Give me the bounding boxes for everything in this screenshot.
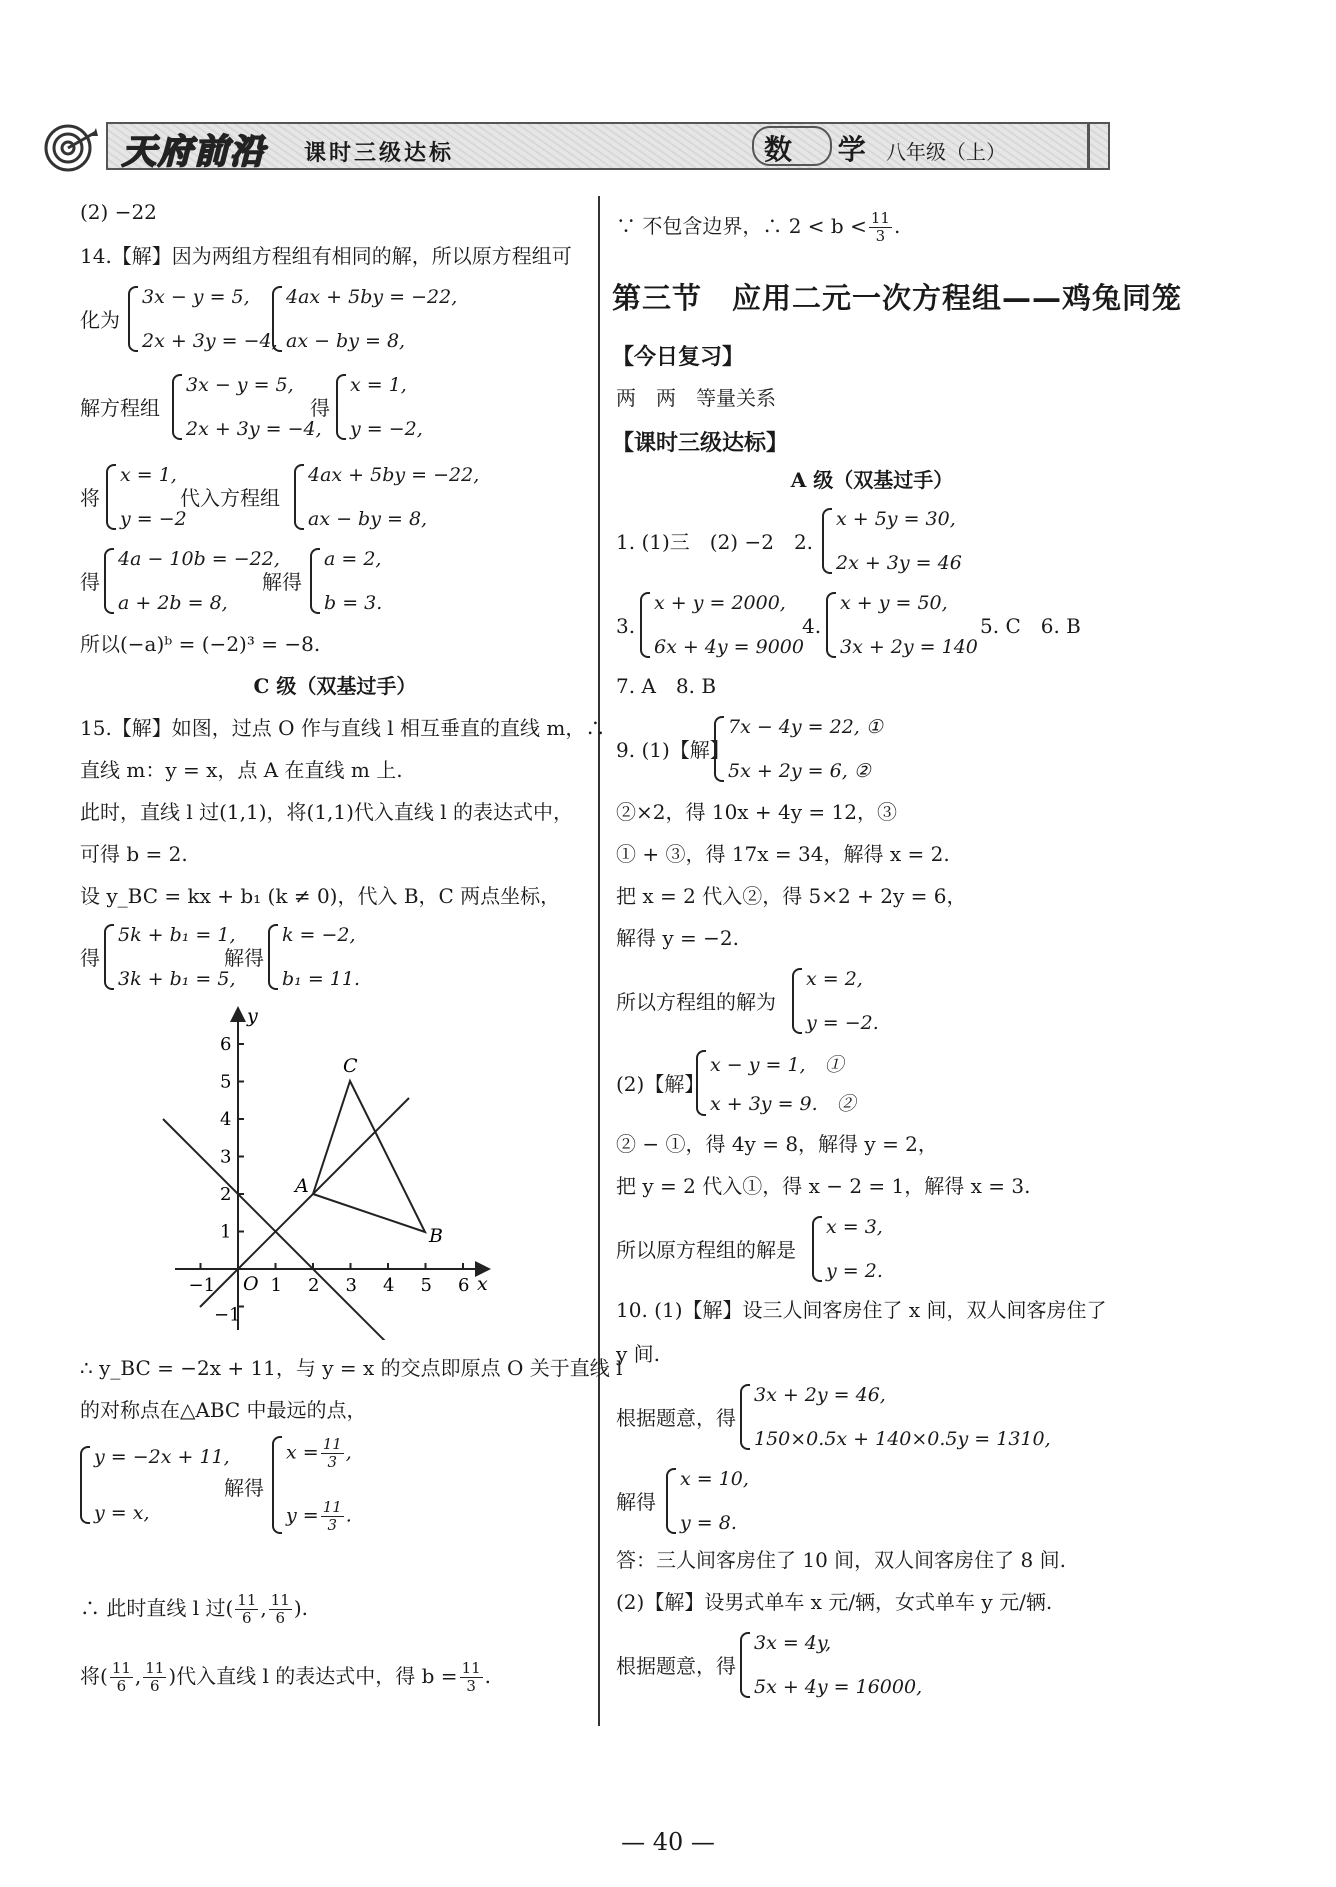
q14-line: 14.【解】因为两组方程组有相同的解，所以原方程组可 — [80, 244, 572, 268]
origin-label: O — [243, 1273, 259, 1295]
levels-heading: 【课时三级达标】 — [612, 430, 789, 456]
x-tick-label: −1 — [188, 1275, 216, 1296]
equation-system: 4ax + 5by = −22, ax − by = 8, — [294, 464, 479, 530]
equation-system: 4ax + 5by = −22, ax − by = 8, — [272, 286, 457, 352]
y-tick-label: −1 — [214, 1304, 241, 1326]
page-number: — 40 — — [621, 1828, 715, 1856]
column-divider — [598, 196, 600, 1726]
equation-system: x = 10, y = 8. — [666, 1468, 749, 1534]
y-axis-label: y — [247, 1005, 258, 1027]
x-tick-label: 2 — [308, 1275, 320, 1296]
equation-system: 3x = 4y, 5x + 4y = 16000, — [740, 1632, 922, 1698]
level-heading: C 级（双基过手） — [253, 674, 417, 698]
equation-system: 4a − 10b = −22, a + 2b = 8, — [104, 548, 280, 614]
point-label-b: B — [429, 1225, 443, 1247]
equation-system: 7x − 4y = 22, ① 5x + 2y = 6, ② — [714, 716, 883, 782]
target-icon — [42, 118, 98, 174]
x-tick-label: 5 — [420, 1275, 432, 1296]
triangle-abc — [313, 1081, 425, 1232]
equation-system: k = −2, b₁ = 11. — [268, 924, 360, 990]
y-tick-label: 6 — [220, 1034, 232, 1055]
equation-system: x = 1, y = −2, — [336, 374, 423, 440]
equation-system: x − y = 1, ① x + 3y = 9. ② — [696, 1050, 856, 1116]
subject-label: 数 学 — [764, 133, 884, 166]
x-tick-label: 1 — [270, 1275, 282, 1296]
coordinate-graph — [155, 1000, 505, 1340]
text-line: 将( $\frac{11}{6}$ , $\frac{11}{6}$ )代入直线 l 的表达式中，得 b = $\frac{11}{3}$ . — [80, 1659, 492, 1695]
grade-label: 八年级（上） — [886, 140, 1006, 164]
equation-system: x = $\frac{11}{3}$ , y = $\frac{11}{3}$ . — [272, 1436, 352, 1534]
text-line: ∵ 不包含边界，∴ 2 < b < $\frac{11}{3}$ . — [616, 209, 901, 245]
equation-system: x = 1, y = −2 — [106, 464, 187, 530]
brand-subtitle: 课时三级达标 — [304, 140, 455, 166]
equation-system: x = 3, y = 2. — [812, 1216, 883, 1282]
equation-system: 5k + b₁ = 1, 3k + b₁ = 5, — [104, 924, 236, 990]
brand-title: 天府前沿 — [122, 132, 266, 172]
x-tick-label: 3 — [345, 1275, 357, 1296]
equation-system: x + 5y = 30, 2x + 3y = 46 — [822, 508, 962, 574]
equation-system: y = −2x + 11, y = x, — [80, 1446, 230, 1524]
section-title: 第三节 应用二元一次方程组——鸡兔同笼 — [612, 281, 1183, 315]
equation-system: x + y = 2000, 6x + 4y = 9000 — [640, 592, 804, 658]
x-axis-label: x — [477, 1273, 488, 1295]
point-label-c: C — [343, 1055, 358, 1077]
text-line: ∴ 此时直线 l 过( $\frac{11}{6}$ , $\frac{11}{6}$ ). — [80, 1591, 308, 1627]
equation-system: x + y = 50, 3x + 2y = 140 — [826, 592, 978, 658]
x-tick-label: 6 — [458, 1275, 470, 1296]
equation-system: x = 2, y = −2. — [792, 968, 879, 1034]
equation-system: 3x − y = 5, 2x + 3y = −4, — [128, 286, 278, 352]
point-label-a: A — [295, 1175, 309, 1197]
y-tick-label: 4 — [220, 1109, 232, 1130]
y-tick-label: 2 — [220, 1184, 232, 1205]
review-heading: 【今日复习】 — [612, 344, 745, 370]
x-tick-label: 4 — [383, 1275, 395, 1296]
equation-system: a = 2, b = 3. — [310, 548, 382, 614]
equation-system: 3x + 2y = 46, 150×0.5x + 140×0.5y = 1310, — [740, 1384, 1051, 1450]
text-line: (2) −22 — [80, 200, 157, 224]
y-tick-label: 1 — [220, 1221, 232, 1243]
page-header — [42, 112, 1114, 174]
equation-system: 3x − y = 5, 2x + 3y = −4, — [172, 374, 322, 440]
y-tick-label: 5 — [220, 1071, 232, 1093]
level-heading: A 级（双基过手） — [790, 468, 954, 492]
y-tick-label: 3 — [220, 1146, 232, 1168]
